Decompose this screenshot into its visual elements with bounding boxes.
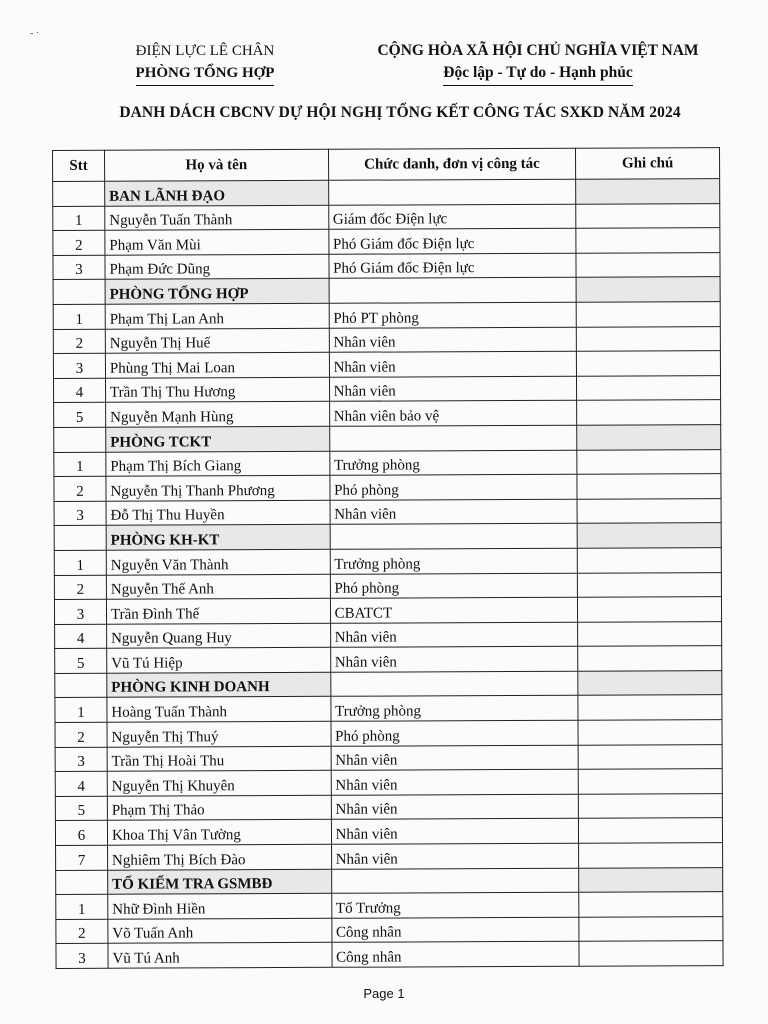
- row-stt: 3: [53, 255, 105, 280]
- row-name: Nguyễn Thế Anh: [106, 574, 330, 600]
- group-row: [54, 523, 721, 551]
- table-row: [53, 302, 720, 330]
- row-stt: 2: [56, 919, 108, 944]
- row-note: [576, 252, 720, 277]
- row-position: Trưởng phòng: [329, 450, 577, 476]
- group-note-cell: [576, 277, 720, 302]
- dept-name: PHÒNG TỔNG HỢP: [136, 62, 275, 86]
- row-position: Trưởng phòng: [330, 696, 578, 722]
- group-row: [53, 277, 720, 305]
- group-name: TỔ KIỂM TRA GSMBĐ: [108, 869, 332, 895]
- header-position: Chức danh, đơn vị công tác: [328, 148, 576, 180]
- row-note: [578, 621, 722, 646]
- row-stt: 2: [53, 329, 105, 354]
- row-name: Nghiêm Thị Bích Đào: [107, 844, 331, 870]
- table-row: [53, 375, 720, 403]
- row-name: Phạm Thị Lan Anh: [105, 303, 329, 329]
- group-name: PHÒNG KH-KT: [106, 525, 330, 551]
- group-stt-cell: [53, 181, 105, 206]
- group-row: [54, 425, 721, 453]
- row-stt: 1: [54, 550, 106, 575]
- group-row: [53, 179, 720, 207]
- row-name: Phạm Thị Bích Giang: [106, 451, 330, 477]
- row-stt: 2: [55, 722, 107, 747]
- group-stt-cell: [56, 870, 108, 895]
- row-position: Phó Giám đốc Điện lực: [328, 228, 576, 254]
- row-note: [577, 375, 721, 400]
- group-position-cell: [329, 278, 577, 304]
- row-note: [576, 203, 720, 228]
- country-name: CỘNG HÒA XÃ HỘI CHỦ NGHĨA VIỆT NAM: [377, 42, 699, 59]
- row-name: Nguyễn Tuấn Thành: [105, 205, 329, 231]
- table-body: [53, 179, 723, 969]
- row-name: Nguyễn Mạnh Hùng: [106, 402, 330, 428]
- table-header-row: [53, 148, 720, 182]
- row-note: [579, 793, 723, 818]
- row-stt: 4: [55, 772, 107, 797]
- row-position: Nhân viên bảo vệ: [329, 401, 577, 427]
- row-name: Vũ Tú Anh: [108, 943, 332, 969]
- row-note: [578, 769, 722, 794]
- row-stt: 3: [54, 599, 106, 624]
- row-note: [577, 400, 721, 425]
- row-stt: 2: [53, 230, 105, 255]
- attendee-table: [52, 147, 724, 969]
- page-number: Page 1: [363, 986, 405, 1001]
- row-position: Nhân viên: [331, 769, 579, 795]
- table-row: [56, 941, 723, 969]
- row-stt: 3: [55, 747, 107, 772]
- row-position: Nhân viên: [329, 327, 577, 353]
- table-row: [55, 720, 722, 748]
- group-name: PHÒNG TỔNG HỢP: [105, 279, 329, 305]
- row-name: Nguyễn Văn Thành: [106, 549, 330, 575]
- table-row: [55, 769, 722, 797]
- group-note-cell: [577, 523, 721, 548]
- row-position: Giám đốc Điện lực: [328, 204, 576, 230]
- table-row: [55, 818, 722, 846]
- row-name: Trần Thị Hoài Thu: [107, 746, 331, 772]
- row-stt: 1: [53, 304, 105, 329]
- group-name: PHÒNG KINH DOANH: [107, 672, 331, 698]
- row-note: [578, 572, 722, 597]
- national-header: [352, 40, 724, 86]
- table-row: [54, 474, 721, 502]
- table-row: [53, 203, 720, 231]
- row-note: [579, 916, 723, 941]
- table-row: [54, 400, 721, 428]
- row-note: [577, 498, 721, 523]
- table-row: [56, 916, 723, 944]
- scan-speck: - ·: [30, 28, 40, 39]
- table-row: [54, 449, 721, 477]
- table-row: [56, 892, 723, 920]
- row-position: Nhân viên: [331, 794, 579, 820]
- row-name: Nguyễn Thị Thuý: [107, 721, 331, 747]
- table-row: [53, 252, 720, 280]
- header-name: Họ và tên: [104, 149, 328, 181]
- org-name: ĐIỆN LỰC LÊ CHÂN: [135, 43, 275, 59]
- row-stt: 1: [53, 206, 105, 231]
- row-name: Nhữ Đình Hiền: [108, 894, 332, 920]
- document-title: DANH DÁCH CBCNV DỰ HỘI NGHỊ TỔNG KẾT CÔNG TÁC SXKD NĂM 2024: [119, 104, 681, 121]
- row-note: [577, 351, 721, 376]
- table-row: [55, 793, 722, 821]
- row-position: CBATCT: [330, 597, 578, 623]
- row-name: Phạm Thị Thảo: [107, 795, 331, 821]
- group-position-cell: [329, 425, 577, 451]
- table-row: [53, 351, 720, 379]
- row-stt: 5: [54, 403, 106, 428]
- row-position: Nhân viên: [330, 646, 578, 672]
- group-row: [55, 670, 722, 698]
- group-stt-cell: [55, 673, 107, 698]
- table-row: [53, 228, 720, 256]
- row-name: Nguyễn Thị Huế: [105, 328, 329, 354]
- row-name: Trần Đình Thế: [106, 598, 330, 624]
- row-note: [577, 547, 721, 572]
- row-name: Khoa Thị Vân Tường: [107, 820, 331, 846]
- row-position: Nhân viên: [330, 622, 578, 648]
- group-name: PHÒNG TCKT: [106, 426, 330, 452]
- group-row: [56, 867, 723, 895]
- row-name: Phùng Thị Mai Loan: [105, 352, 329, 378]
- row-position: Công nhân: [331, 917, 579, 943]
- row-stt: 1: [55, 698, 107, 723]
- row-name: Võ Tuấn Anh: [108, 918, 332, 944]
- row-position: Tổ Trưởng: [331, 892, 579, 918]
- row-name: Nguyễn Thị Thanh Phương: [106, 475, 330, 501]
- group-name: BAN LÃNH ĐẠO: [105, 180, 329, 206]
- row-position: Phó phòng: [330, 474, 578, 500]
- row-position: Nhân viên: [331, 843, 579, 869]
- table-row: [55, 695, 722, 723]
- group-note-cell: [576, 179, 720, 204]
- table-row: [55, 646, 722, 674]
- row-position: Nhân viên: [331, 819, 579, 845]
- row-name: Nguyễn Thị Khuyên: [107, 771, 331, 797]
- table-row: [55, 621, 722, 649]
- row-position: Phó Giám đốc Điện lực: [329, 253, 577, 279]
- group-position-cell: [328, 179, 576, 205]
- row-name: Trần Thị Thu Hương: [105, 377, 329, 403]
- row-stt: 5: [55, 649, 107, 674]
- row-stt: 4: [55, 624, 107, 649]
- table-row: [54, 547, 721, 575]
- table-row: [56, 843, 723, 871]
- row-position: Nhân viên: [329, 376, 577, 402]
- row-note: [579, 892, 723, 917]
- row-name: Phạm Văn Mùi: [105, 229, 329, 255]
- row-note: [577, 474, 721, 499]
- header-stt: Stt: [53, 150, 105, 181]
- group-position-cell: [330, 524, 578, 550]
- row-position: Nhân viên: [329, 351, 577, 377]
- row-name: Hoàng Tuấn Thành: [107, 697, 331, 723]
- table-row: [55, 744, 722, 772]
- row-stt: 4: [53, 378, 105, 403]
- row-position: Phó PT phòng: [329, 302, 577, 328]
- row-note: [577, 449, 721, 474]
- row-stt: 3: [53, 353, 105, 378]
- row-stt: 1: [56, 894, 108, 919]
- org-header: [110, 40, 300, 86]
- row-name: Đỗ Thị Thu Huyền: [106, 500, 330, 526]
- row-stt: 5: [55, 796, 107, 821]
- group-position-cell: [331, 868, 579, 894]
- row-position: Nhân viên: [331, 745, 579, 771]
- group-position-cell: [330, 671, 578, 697]
- row-stt: 7: [56, 845, 108, 870]
- table-row: [54, 597, 721, 625]
- header-note: Ghi chú: [576, 148, 720, 180]
- row-name: Nguyễn Quang Huy: [107, 623, 331, 649]
- row-name: Vũ Tú Hiệp: [107, 648, 331, 674]
- row-stt: 1: [54, 452, 106, 477]
- row-note: [579, 941, 723, 966]
- row-note: [578, 646, 722, 671]
- row-note: [576, 302, 720, 327]
- row-note: [578, 597, 722, 622]
- row-position: Phó phòng: [331, 720, 579, 746]
- group-stt-cell: [54, 427, 106, 452]
- row-position: Công nhân: [332, 942, 580, 968]
- table-row: [54, 498, 721, 526]
- row-stt: 2: [54, 575, 106, 600]
- row-note: [576, 228, 720, 253]
- row-position: Nhân viên: [330, 499, 578, 525]
- table-row: [53, 326, 720, 354]
- group-stt-cell: [53, 280, 105, 305]
- row-stt: 3: [54, 501, 106, 526]
- table-row: [54, 572, 721, 600]
- row-note: [579, 843, 723, 868]
- row-note: [576, 326, 720, 351]
- row-note: [579, 818, 723, 843]
- group-note-cell: [579, 867, 723, 892]
- row-stt: 2: [54, 476, 106, 501]
- row-stt: 6: [55, 821, 107, 846]
- row-stt: 3: [56, 944, 108, 969]
- row-note: [578, 695, 722, 720]
- row-position: Trưởng phòng: [330, 548, 578, 574]
- row-position: Phó phòng: [330, 573, 578, 599]
- group-note-cell: [577, 425, 721, 450]
- row-note: [578, 744, 722, 769]
- group-note-cell: [578, 670, 722, 695]
- group-stt-cell: [54, 526, 106, 551]
- row-note: [578, 720, 722, 745]
- national-motto: Độc lập - Tự do - Hạnh phúc: [443, 62, 632, 86]
- row-name: Phạm Đức Dũng: [105, 254, 329, 280]
